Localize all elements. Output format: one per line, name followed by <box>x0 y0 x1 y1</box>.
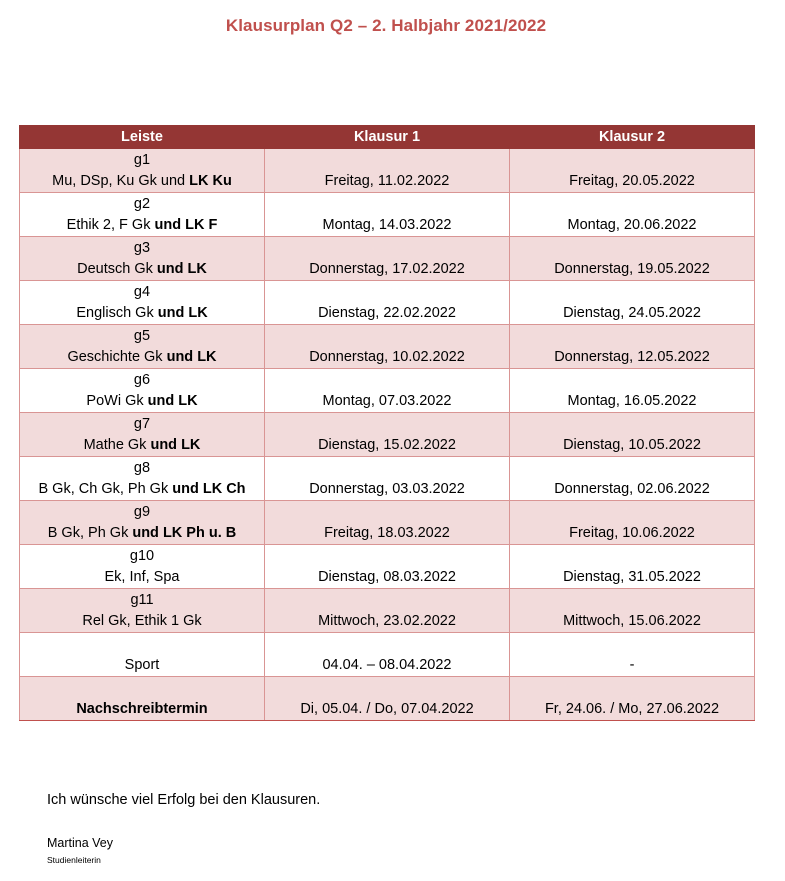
nachschreib-label: Nachschreibtermin <box>20 677 265 721</box>
klausur-1-date: Dienstag, 15.02.2022 <box>265 413 510 457</box>
table-row <box>20 545 755 589</box>
leiste-cell <box>20 369 265 413</box>
klausur-2-date: Montag, 20.06.2022 <box>510 193 755 237</box>
column-header-leiste: Leiste <box>20 126 265 149</box>
subjects-label: B Gk, Ch Gk, Ph Gk und LK Ch <box>38 481 246 497</box>
group-label: g7 <box>133 416 151 432</box>
klausur-1-date: Freitag, 11.02.2022 <box>265 149 510 193</box>
klausur-1-date: Donnerstag, 03.03.2022 <box>265 457 510 501</box>
nachschreib-klausur-1: Di, 05.04. / Do, 07.04.2022 <box>265 677 510 721</box>
klausur-2-date: Donnerstag, 19.05.2022 <box>510 237 755 281</box>
table-row <box>20 413 755 457</box>
sport-klausur-2: - <box>510 633 755 677</box>
klausur-1-date: Mittwoch, 23.02.2022 <box>265 589 510 633</box>
subjects-label: Rel Gk, Ethik 1 Gk <box>82 613 202 629</box>
sport-label: Sport <box>20 633 265 677</box>
leiste-cell <box>20 193 265 237</box>
klausur-2-date: Dienstag, 31.05.2022 <box>510 545 755 589</box>
group-label: g5 <box>133 328 151 344</box>
table-header-row <box>20 126 755 149</box>
nachschreib-row <box>20 677 755 721</box>
table-row <box>20 281 755 325</box>
subjects-label: Deutsch Gk und LK <box>77 261 207 277</box>
nachschreib-klausur-2: Fr, 24.06. / Mo, 27.06.2022 <box>510 677 755 721</box>
klausur-1-date: Dienstag, 22.02.2022 <box>265 281 510 325</box>
klausur-2-date: Donnerstag, 02.06.2022 <box>510 457 755 501</box>
klausur-2-date: Montag, 16.05.2022 <box>510 369 755 413</box>
subjects-label: Englisch Gk und LK <box>76 305 208 321</box>
leiste-cell <box>20 413 265 457</box>
group-label: g1 <box>133 152 151 168</box>
group-label: g3 <box>133 240 151 256</box>
leiste-cell <box>20 237 265 281</box>
group-label: g6 <box>133 372 151 388</box>
klausur-2-date: Dienstag, 24.05.2022 <box>510 281 755 325</box>
klausur-2-date: Donnerstag, 12.05.2022 <box>510 325 755 369</box>
leiste-cell <box>20 281 265 325</box>
table-row <box>20 149 755 193</box>
leiste-cell <box>20 589 265 633</box>
klausur-2-date: Freitag, 20.05.2022 <box>510 149 755 193</box>
leiste-cell <box>20 501 265 545</box>
subjects-label: Ethik 2, F Gk und LK F <box>66 217 218 233</box>
table-row <box>20 369 755 413</box>
sport-row <box>20 633 755 677</box>
group-label: g11 <box>130 592 154 608</box>
signature-role: Studienleiterin <box>47 855 101 865</box>
klausur-1-date: Freitag, 18.03.2022 <box>265 501 510 545</box>
sport-klausur-1: 04.04. – 08.04.2022 <box>265 633 510 677</box>
subjects-label: PoWi Gk und LK <box>86 393 198 409</box>
table-row <box>20 325 755 369</box>
column-header-klausur-2: Klausur 2 <box>510 126 755 149</box>
group-label: g4 <box>133 284 151 300</box>
subjects-label: Geschichte Gk und LK <box>67 349 217 365</box>
leiste-cell <box>20 457 265 501</box>
signature-name: Martina Vey <box>47 836 114 850</box>
subjects-label: Mathe Gk und LK <box>83 437 201 453</box>
group-label: g9 <box>133 504 151 520</box>
klausur-1-date: Montag, 14.03.2022 <box>265 193 510 237</box>
klausur-1-date: Dienstag, 08.03.2022 <box>265 545 510 589</box>
subjects-label: Ek, Inf, Spa <box>104 569 180 585</box>
table-row <box>20 501 755 545</box>
klausur-1-date: Donnerstag, 10.02.2022 <box>265 325 510 369</box>
leiste-cell <box>20 149 265 193</box>
table-row <box>20 457 755 501</box>
subjects-label: B Gk, Ph Gk und LK Ph u. B <box>47 525 237 541</box>
klausur-1-date: Donnerstag, 17.02.2022 <box>265 237 510 281</box>
leiste-cell <box>20 325 265 369</box>
table-row <box>20 237 755 281</box>
klausur-2-date: Dienstag, 10.05.2022 <box>510 413 755 457</box>
page-title: Klausurplan Q2 – 2. Halbjahr 2021/2022 <box>225 16 547 35</box>
subjects-label: Mu, DSp, Ku Gk und LK Ku <box>52 173 232 189</box>
table-row <box>20 589 755 633</box>
column-header-klausur-1: Klausur 1 <box>265 126 510 149</box>
leiste-cell <box>20 545 265 589</box>
klausur-2-date: Freitag, 10.06.2022 <box>510 501 755 545</box>
klausur-1-date: Montag, 07.03.2022 <box>265 369 510 413</box>
group-label: g8 <box>133 460 151 476</box>
group-label: g10 <box>129 548 155 564</box>
group-label: g2 <box>133 196 151 212</box>
klausur-2-date: Mittwoch, 15.06.2022 <box>510 589 755 633</box>
table-row <box>20 193 755 237</box>
good-luck-message: Ich wünsche viel Erfolg bei den Klausuren. <box>47 792 321 808</box>
exam-schedule-table <box>19 125 755 721</box>
